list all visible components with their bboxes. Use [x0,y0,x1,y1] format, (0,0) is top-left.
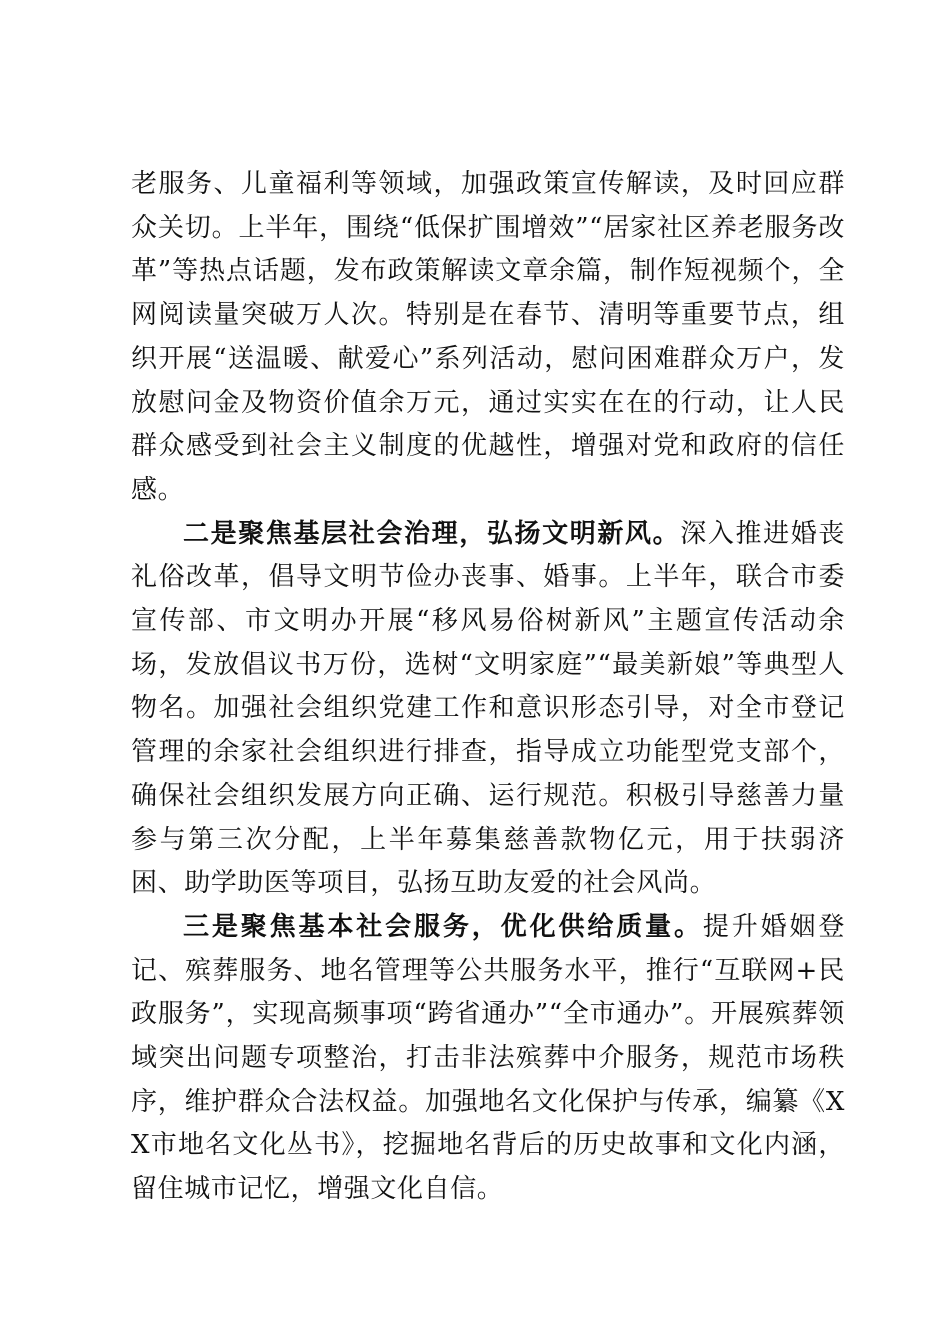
paragraph-text: 提升婚姻登记、殡葬服务、地名管理等公共服务水平，推行“互联网+民政服务”，实现高频事项“跨省通办”“全市通办”。开展殡葬领域突出问题专项整治，打击非法殡葬中介服务，规范市场秩序，维护群众合法权益。加强地名文化保护与传承，编纂《XX市地名文化丛书》，挖掘地名背后的历史故事和文化内涵，留住城市记忆，增强文化自信。 [131,911,845,1205]
paragraph-heading: 二是聚焦基层社会治理，弘扬文明新风。 [183,518,681,549]
paragraph-heading: 三是聚焦基本社会服务，优化供给质量。 [183,911,703,942]
document-body [131,163,845,1212]
paragraph-text: 老服务、儿童福利等领域，加强政策宣传解读，及时回应群众关切。上半年，围绕“低保扩围增效”“居家社区养老服务改革”等热点话题，发布政策解读文章余篇，制作短视频个，全网阅读量突破万人次。特别是在春节、清明等重要节点，组织开展“送温暖、献爱心”系列活动，慰问困难群众万户，发放慰问金及物资价值余万元，通过实实在在的行动，让人民群众感受到社会主义制度的优越性，增强对党和政府的信任感。 [131,169,845,505]
paragraph-social-governance [131,513,845,906]
paragraph-text: 深入推进婚丧礼俗改革，倡导文明节俭办丧事、婚事。上半年，联合市委宣传部、市文明办开展“移风易俗树新风”主题宣传活动余场，发放倡议书万份，选树“文明家庭”“最美新娘”等典型人物名。加强社会组织党建工作和意识形态引导，对全市登记管理的余家社会组织进行排查，指导成立功能型党支部个，确保社会组织发展方向正确、运行规范。积极引导慈善力量参与第三次分配，上半年募集慈善款物亿元，用于扶弱济困、助学助医等项目，弘扬互助友爱的社会风尚。 [131,518,845,899]
paragraph-continuation [131,163,845,513]
paragraph-social-services [131,906,845,1212]
